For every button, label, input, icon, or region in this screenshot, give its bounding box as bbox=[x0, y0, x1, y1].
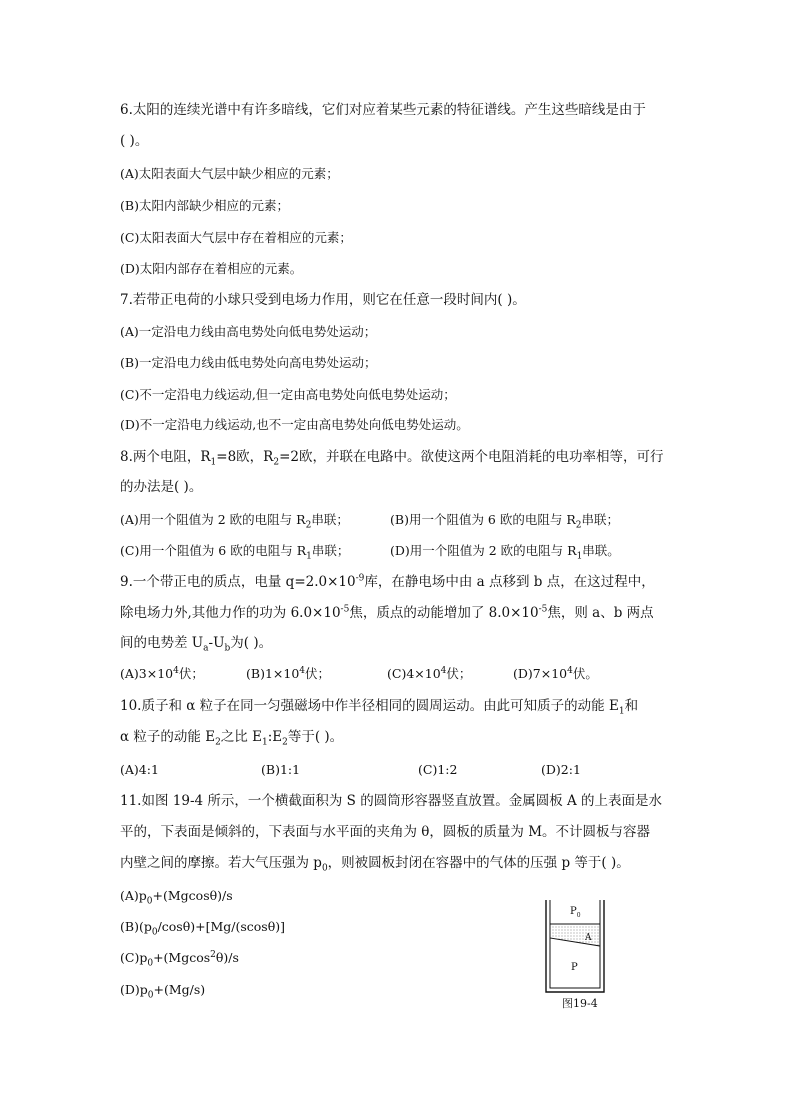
label-gas-p: P bbox=[571, 962, 578, 973]
q9-option-d bbox=[513, 664, 598, 684]
q9-stem-line1 bbox=[120, 572, 655, 592]
figure-caption: 图19-4 bbox=[562, 997, 598, 1010]
q8-option-b-pre: (B)用一个阻值为 6 欧的电阻与 R bbox=[390, 512, 576, 527]
q9-l3-sub2: b bbox=[224, 643, 231, 654]
q11-stem-line3 bbox=[120, 853, 630, 873]
q10-l1-a: 10.质子和 α 粒子在同一匀强磁场中作半径相同的圆周运动。由此可知质子的动能 E bbox=[120, 698, 619, 714]
q8-option-a-post: 串联； bbox=[311, 512, 349, 527]
label-p0: $P_0$ bbox=[570, 906, 581, 919]
q11-option-d-post: +(Mg/s) bbox=[153, 982, 206, 997]
q11-option-c-pre: (C)p bbox=[120, 950, 148, 965]
q7-option-d: (D)不一定沿电力线运动,也不一定由高电势处向低电势处运动。 bbox=[120, 417, 469, 432]
q10-l2-sub1: 2 bbox=[215, 737, 221, 748]
q9-stem-line2 bbox=[120, 603, 654, 623]
q11-l3-b: ，则被圆板封闭在容器中的气体的压强 p 等于( )。 bbox=[327, 855, 630, 871]
label-plate-a: A bbox=[585, 933, 592, 943]
q9-option-a-pre: (A)3×10 bbox=[120, 666, 174, 681]
q9-l3-b: -U bbox=[208, 635, 225, 651]
q6-option-a: (A)太阳表面大气层中缺少相应的元素； bbox=[120, 166, 339, 181]
q8-stem-line2: 的办法是( )。 bbox=[120, 479, 203, 495]
q8-sub-1: 1 bbox=[210, 457, 217, 468]
q9-l1-b: 库，在静电场中由 a 点移到 b 点，在这过程中， bbox=[364, 574, 655, 590]
q9-l2-c: 焦，则 a、b 两点 bbox=[547, 605, 654, 621]
q10-stem-line1 bbox=[120, 696, 638, 716]
q6-stem-line2: ( )。 bbox=[120, 133, 149, 149]
q8-stem-text-c: =2欧，并联在电路中。欲使这两个电阻消耗的电功率相等，可行 bbox=[279, 449, 664, 465]
q9-l2-b: 焦，质点的动能增加了 8.0×10 bbox=[349, 605, 539, 621]
q6-stem-line1: 6.太阳的连续光谱中有许多暗线，它们对应着某些元素的特征谱线。产生这些暗线是由于 bbox=[120, 102, 646, 118]
q9-l3-c: 为( )。 bbox=[230, 635, 273, 651]
q8-option-a-pre: (A)用一个阻值为 2 欧的电阻与 R bbox=[120, 512, 306, 527]
q10-l2-a: α 粒子的动能 E bbox=[120, 729, 216, 745]
q9-option-b-post: 伏； bbox=[305, 666, 331, 681]
q9-option-d-post: 伏。 bbox=[572, 666, 598, 681]
q8-option-d bbox=[390, 541, 620, 561]
q9-l3-sub1: a bbox=[203, 643, 209, 654]
q6-option-d: (D)太阳内部存在着相应的元素。 bbox=[120, 261, 303, 276]
q10-l2-b: 之比 E bbox=[220, 729, 262, 745]
q10-l2-sub3: 2 bbox=[282, 737, 288, 748]
q9-stem-line3 bbox=[120, 633, 272, 653]
q11-option-c-sub: 0 bbox=[147, 958, 154, 969]
q11-l3-a: 内壁之间的摩擦。若大气压强为 p bbox=[120, 855, 322, 871]
q11-option-b-pre: (B)(p bbox=[120, 919, 152, 934]
q9-option-a-sup: 4 bbox=[173, 665, 179, 676]
q9-option-d-pre: (D)7×10 bbox=[513, 666, 568, 681]
q6-option-c: (C)太阳表面大气层中存在着相应的元素； bbox=[120, 230, 352, 245]
q9-option-c-pre: (C)4×10 bbox=[387, 666, 441, 681]
q11-option-b bbox=[120, 917, 285, 937]
q8-option-b bbox=[390, 510, 619, 530]
q10-l1-sub: 1 bbox=[618, 706, 625, 717]
q8-stem-text-a: 8.两个电阻，R bbox=[120, 449, 211, 465]
q8-option-d-post: 串联。 bbox=[582, 543, 620, 558]
q10-l1-b: 和 bbox=[624, 698, 639, 714]
q9-l3-a: 间的电势差 U bbox=[120, 635, 204, 651]
q11-option-c-post: θ)/s bbox=[215, 950, 239, 965]
q9-option-c-post: 伏； bbox=[446, 666, 472, 681]
q11-option-d-pre: (D)p bbox=[120, 982, 148, 997]
q8-option-a bbox=[120, 510, 349, 530]
q11-l3-sub: 0 bbox=[321, 863, 328, 874]
q7-option-b: (B)一定沿电力线由低电势处向高电势处运动； bbox=[120, 355, 377, 370]
q9-option-c bbox=[387, 664, 471, 684]
q10-option-a: (A)4:1 bbox=[120, 762, 159, 777]
q8-option-b-post: 串联； bbox=[581, 512, 619, 527]
q11-option-c-sup: 2 bbox=[210, 949, 216, 960]
q11-option-d bbox=[120, 980, 205, 1000]
q10-option-b: (B)1:1 bbox=[261, 762, 301, 777]
q10-option-d: (D)2:1 bbox=[541, 762, 581, 777]
q8-option-c bbox=[120, 541, 349, 561]
q8-stem-text-b: =8欧，R bbox=[216, 449, 274, 465]
q9-l2-sup2: -5 bbox=[538, 604, 548, 615]
q10-l2-d: 等于( )。 bbox=[287, 729, 344, 745]
q11-option-a bbox=[120, 886, 233, 906]
q10-option-c: (C)1:2 bbox=[418, 762, 458, 777]
q8-option-b-sub: 2 bbox=[575, 520, 582, 531]
q10-l2-c: :E bbox=[267, 729, 283, 745]
q9-option-b-sup: 4 bbox=[299, 665, 306, 676]
q11-stem-line2: 平的，下表面是倾斜的，下表面与水平面的夹角为 θ，圆板的质量为 M。不计圆板与容器 bbox=[120, 824, 651, 840]
q7-stem: 7.若带正电荷的小球只受到电场力作用，则它在任意一段时间内( )。 bbox=[120, 292, 526, 308]
q7-option-a: (A)一定沿电力线由高电势处向低电势处运动； bbox=[120, 324, 377, 339]
q9-option-c-sup: 4 bbox=[440, 665, 447, 676]
q8-option-c-post: 串联； bbox=[311, 543, 350, 558]
q8-option-d-pre: (D)用一个阻值为 2 欧的电阻与 R bbox=[390, 543, 577, 558]
q7-option-c: (C)不一定沿电力线运动,但一定由高电势处向低电势处运动； bbox=[120, 387, 456, 402]
q11-option-b-post: /cosθ)+[Mg/(scosθ)] bbox=[157, 919, 285, 934]
q11-option-d-sub: 0 bbox=[147, 990, 154, 1001]
q10-stem-line2 bbox=[120, 727, 343, 747]
q11-option-c-mid: +(Mgcos bbox=[153, 950, 211, 965]
plate-a bbox=[550, 924, 600, 946]
q8-option-c-sub: 1 bbox=[306, 551, 312, 562]
q9-option-b bbox=[246, 664, 330, 684]
q9-l1-sup: -9 bbox=[355, 573, 365, 584]
q11-option-a-pre: (A)p bbox=[120, 888, 147, 903]
q9-option-a-post: 伏； bbox=[178, 666, 204, 681]
q9-option-d-sup: 4 bbox=[567, 665, 573, 676]
q8-sub-2: 2 bbox=[273, 457, 280, 468]
q8-option-a-sub: 2 bbox=[305, 520, 312, 531]
q11-stem-line1: 11.如图 19-4 所示，一个横截面积为 S 的圆筒形容器竖直放置。金属圆板 A 的上表面是水 bbox=[120, 793, 663, 809]
q8-option-d-sub: 1 bbox=[576, 551, 583, 562]
q10-l2-sub2: 1 bbox=[261, 737, 268, 748]
q9-option-a bbox=[120, 664, 204, 684]
q9-option-b-pre: (B)1×10 bbox=[246, 666, 300, 681]
q9-l1-a: 9.一个带正电的质点，电量 q=2.0×10 bbox=[120, 574, 356, 590]
q9-l2-sup1: -5 bbox=[340, 604, 350, 615]
q11-option-a-post: +(Mgcosθ)/s bbox=[152, 888, 233, 903]
q11-option-a-sub: 0 bbox=[146, 896, 153, 907]
q6-option-b: (B)太阳内部缺少相应的元素； bbox=[120, 198, 289, 213]
q9-l2-a: 除电场力外,其他力作的功为 6.0×10 bbox=[120, 605, 341, 621]
q11-option-c bbox=[120, 948, 239, 968]
q8-option-c-pre: (C)用一个阻值为 6 欧的电阻与 R bbox=[120, 543, 307, 558]
q8-stem-line1 bbox=[120, 447, 664, 467]
q11-option-b-sub: 0 bbox=[151, 927, 158, 938]
